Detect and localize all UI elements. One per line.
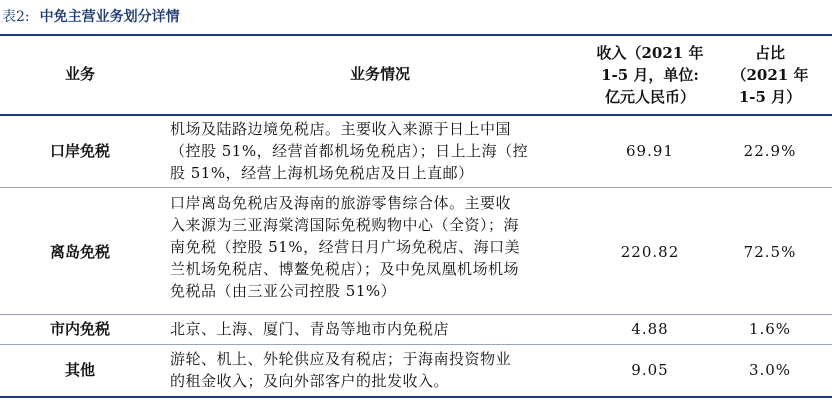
row-description: [170, 348, 590, 392]
description-line: 入来源为三亚海棠湾国际免税购物中心（全资）；海: [170, 216, 520, 234]
description-line: 机场及陆路边境免税店。主要收入来源于日上中国: [170, 120, 512, 138]
row-description: [170, 192, 590, 302]
description-line: （控股 51%，经营首都机场免税店）；日上上海（控: [170, 142, 529, 160]
description-line: 免税品（由三亚公司控股 51%）: [170, 282, 397, 300]
row-share: 22.9%: [743, 142, 797, 160]
row-revenue: 9.05: [631, 361, 669, 379]
header-revenue-line: 收入（2021 年: [596, 44, 704, 62]
row-revenue: 220.82: [620, 243, 680, 261]
description-line: 口岸离岛免税店及海南的旅游零售综合体。主要收: [170, 194, 512, 212]
header-share-line: 占比: [754, 44, 785, 62]
row-share: 1.6%: [748, 320, 792, 338]
header-business: 业务: [64, 65, 95, 83]
row-share: 3.0%: [748, 361, 792, 379]
row-divider-3: [0, 344, 832, 345]
description-line: 北京、上海、厦门、青岛等地市内免税店: [170, 320, 450, 338]
description-line: 南免税（控股 51%，经营日月广场免税店、海口美: [170, 238, 521, 256]
row-revenue: 69.91: [626, 142, 674, 160]
header-share: [718, 42, 822, 108]
header-revenue-line: 亿元人民币）: [604, 88, 695, 106]
row-divider-1: [0, 187, 832, 188]
caption-title: 中免主营业务划分详情: [39, 9, 180, 25]
bottom-rule: [0, 396, 832, 398]
row-business-name: 离岛免税: [49, 243, 110, 261]
table-caption: [2, 6, 180, 26]
header-rule: [0, 114, 832, 116]
description-line: 股 51%，经营上海机场免税店及日上直邮）: [170, 164, 474, 182]
row-divider-2: [0, 314, 832, 315]
description-line: 兰机场免税店、博鳌免税店）；及中免凤凰机场机场: [170, 260, 520, 278]
top-rule: [0, 34, 832, 36]
row-revenue: 4.88: [631, 320, 669, 338]
row-description: [170, 118, 590, 184]
header-revenue: [590, 42, 710, 108]
row-business-name: 口岸免税: [49, 142, 110, 160]
header-revenue-line: 1-5 月，单位:: [601, 66, 699, 84]
caption-label: 表2:: [2, 9, 30, 25]
header-share-line: 1-5 月）: [738, 88, 802, 106]
row-description: [170, 318, 590, 340]
header-share-line: （2021 年: [731, 66, 809, 84]
row-share: 72.5%: [743, 243, 797, 261]
row-business-name: 市内免税: [49, 320, 110, 338]
header-description: 业务情况: [349, 65, 410, 83]
description-line: 的租金收入；及向外部客户的批发收入。: [170, 372, 450, 390]
description-line: 游轮、机上、外轮供应及有税店；于海南投资物业: [170, 350, 512, 368]
row-business-name: 其他: [64, 361, 95, 379]
